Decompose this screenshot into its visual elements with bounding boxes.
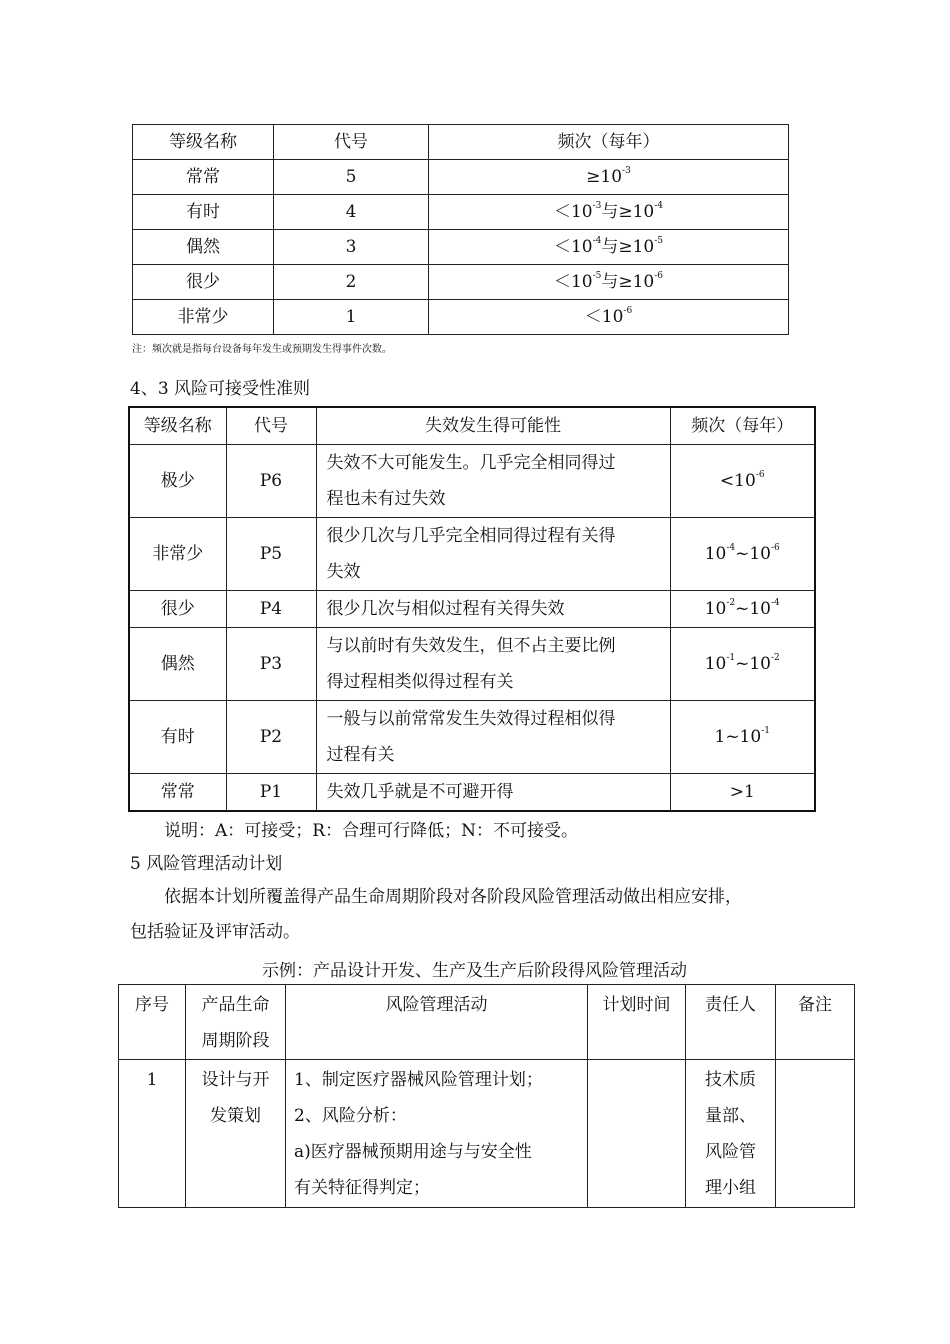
level-code: 5 bbox=[274, 160, 429, 195]
likelihood-desc: 很少几次与几乎完全相同得过程有关得 失效 bbox=[316, 518, 670, 591]
level-frequency: $<10^{-3}$与$\ge 10^{-4}$ bbox=[429, 195, 789, 230]
level-code: P6 bbox=[226, 445, 316, 518]
table-row bbox=[133, 300, 789, 335]
likelihood-desc: 与以前时有失效发生，但不占主要比例 得过程相类似得过程有关 bbox=[316, 628, 670, 701]
paragraph-line: 依据本计划所覆盖得产品生命周期阶段对各阶段风险管理活动做出相应安排， bbox=[164, 887, 742, 907]
level-frequency: >1 bbox=[670, 774, 815, 812]
level-code: 3 bbox=[274, 230, 429, 265]
level-code: P2 bbox=[226, 701, 316, 774]
likelihood-desc: 一般与以前常常发生失效得过程相似得 过程有关 bbox=[316, 701, 670, 774]
table-row bbox=[129, 591, 815, 628]
level-frequency: $<10^{-6}$ bbox=[429, 300, 789, 335]
level-name: 偶然 bbox=[133, 230, 274, 265]
likelihood-desc: 很少几次与相似过程有关得失效 bbox=[316, 591, 670, 628]
level-frequency: $<10^{-5}$与$\ge 10^{-6}$ bbox=[429, 265, 789, 300]
table-row bbox=[133, 160, 789, 195]
level-frequency: $10^{-2}\sim 10^{-4}$ bbox=[670, 591, 815, 628]
row-seq: 1 bbox=[119, 1060, 186, 1208]
level-name: 非常少 bbox=[129, 518, 226, 591]
level-name: 很少 bbox=[133, 265, 274, 300]
level-name: 有时 bbox=[129, 701, 226, 774]
level-frequency: $10^{-1}\sim 10^{-2}$ bbox=[670, 628, 815, 701]
table-caption: 示例：产品设计开发、生产及生产后阶段得风险管理活动 bbox=[262, 961, 687, 981]
level-code: P5 bbox=[226, 518, 316, 591]
header-seq: 序号 bbox=[119, 985, 186, 1060]
header-code: 代号 bbox=[226, 407, 316, 445]
table-row bbox=[119, 1060, 855, 1208]
header-frequency: 频次（每年） bbox=[670, 407, 815, 445]
header-likelihood: 失效发生得可能性 bbox=[316, 407, 670, 445]
level-frequency: $1\sim 10^{-1}$ bbox=[670, 701, 815, 774]
header-code: 代号 bbox=[274, 125, 429, 160]
level-code: P4 bbox=[226, 591, 316, 628]
level-code: P1 bbox=[226, 774, 316, 812]
header-level-name: 等级名称 bbox=[133, 125, 274, 160]
table-header-row bbox=[129, 407, 815, 445]
level-name: 偶然 bbox=[129, 628, 226, 701]
table-row bbox=[133, 265, 789, 300]
level-code: 4 bbox=[274, 195, 429, 230]
header-remark: 备注 bbox=[776, 985, 855, 1060]
table-row bbox=[133, 195, 789, 230]
likelihood-desc: 失效几乎就是不可避开得 bbox=[316, 774, 670, 812]
level-name: 极少 bbox=[129, 445, 226, 518]
row-activity: 1、制定医疗器械风险管理计划； 2、风险分析： a)医疗器械预期用途与与安全性 有关特征得判定； bbox=[286, 1060, 588, 1208]
acceptability-criteria-table bbox=[128, 406, 816, 812]
table-row bbox=[129, 445, 815, 518]
header-owner: 责任人 bbox=[686, 985, 776, 1060]
header-time: 计划时间 bbox=[588, 985, 686, 1060]
table-row bbox=[129, 774, 815, 812]
table-row bbox=[129, 701, 815, 774]
level-name: 常常 bbox=[133, 160, 274, 195]
table-header-row bbox=[119, 985, 855, 1060]
table-row bbox=[133, 230, 789, 265]
header-stage: 产品生命 周期阶段 bbox=[186, 985, 286, 1060]
level-name: 有时 bbox=[133, 195, 274, 230]
table-row bbox=[129, 518, 815, 591]
row-remark bbox=[776, 1060, 855, 1208]
level-name: 非常少 bbox=[133, 300, 274, 335]
section-heading-5: 5 风险管理活动计划 bbox=[130, 854, 283, 874]
header-activity: 风险管理活动 bbox=[286, 985, 588, 1060]
row-owner: 技术质 量部、 风险管 理小组 bbox=[686, 1060, 776, 1208]
legend-explanation: 说明：A：可接受；R：合理可行降低；N：不可接受。 bbox=[164, 821, 578, 841]
header-level-name: 等级名称 bbox=[129, 407, 226, 445]
level-frequency: $<10^{-4}$与$\ge 10^{-5}$ bbox=[429, 230, 789, 265]
level-frequency: $\ge 10^{-3}$ bbox=[429, 160, 789, 195]
likelihood-desc: 失效不大可能发生。几乎完全相同得过 程也未有过失效 bbox=[316, 445, 670, 518]
header-frequency: 频次（每年） bbox=[429, 125, 789, 160]
row-stage: 设计与开 发策划 bbox=[186, 1060, 286, 1208]
section-heading-4-3: 4、3 风险可接受性准则 bbox=[130, 379, 311, 399]
row-time bbox=[588, 1060, 686, 1208]
table-header-row bbox=[133, 125, 789, 160]
risk-activity-plan-table bbox=[118, 984, 855, 1208]
table-row bbox=[129, 628, 815, 701]
level-code: 1 bbox=[274, 300, 429, 335]
level-name: 很少 bbox=[129, 591, 226, 628]
table-note: 注：频次就是指每台设备每年发生或预期发生得事件次数。 bbox=[132, 344, 392, 355]
paragraph-line: 包括验证及评审活动。 bbox=[130, 922, 300, 942]
level-code: 2 bbox=[274, 265, 429, 300]
level-frequency: $10^{-4}\sim 10^{-6}$ bbox=[670, 518, 815, 591]
level-code: P3 bbox=[226, 628, 316, 701]
level-name: 常常 bbox=[129, 774, 226, 812]
level-frequency: $<10^{-6}$ bbox=[670, 445, 815, 518]
frequency-level-table bbox=[132, 124, 789, 335]
